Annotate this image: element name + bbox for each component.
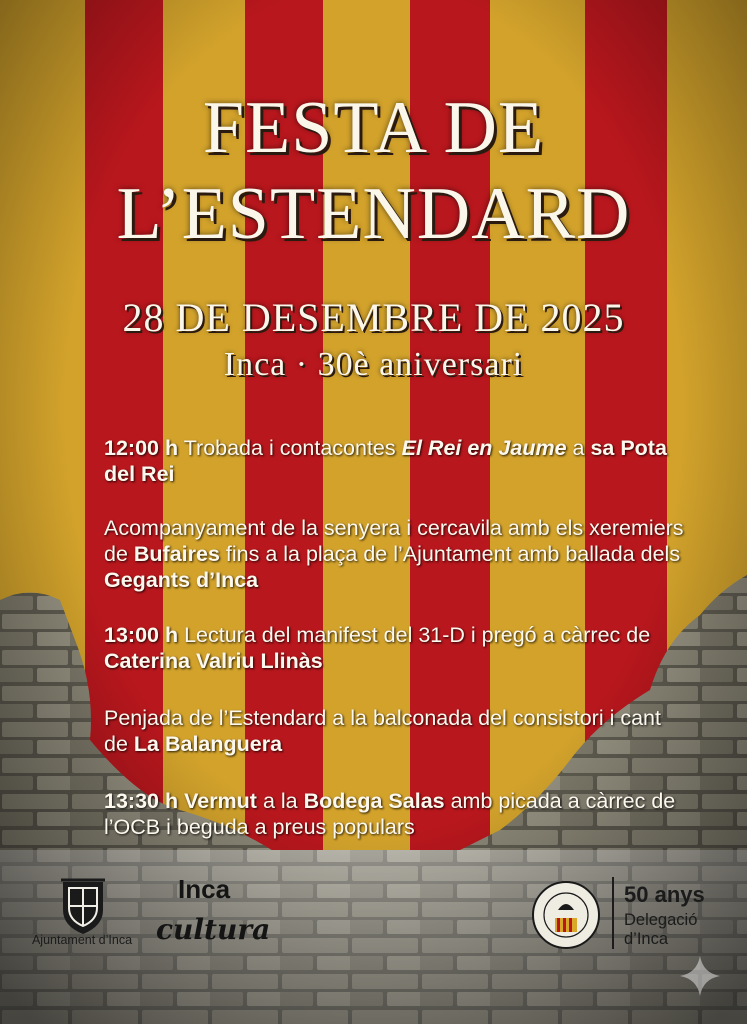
schedule-highlight: Vermut (178, 789, 257, 813)
event-date: 28 DE DESEMBRE DE 2025 (122, 295, 625, 340)
schedule-text: amb picada a càrrec de l’OCB i beguda a preus populars (104, 789, 676, 839)
inca-cultura-logo-word-1: Inca (178, 874, 231, 904)
schedule-text: fins a la plaça de l’Ajuntament amb ballada dels (219, 542, 681, 566)
schedule-text: Penjada de l’Estendard a la balconada del consistori i cant de (104, 706, 661, 756)
schedule-item (104, 788, 684, 840)
schedule-item (104, 622, 684, 674)
schedule-time: 13:30 h (104, 789, 179, 813)
schedule-emphasis: El Rei en Jaume (401, 436, 567, 460)
ocb-anniversary: 50 anys (624, 882, 705, 907)
schedule-text: Trobada i contacontes (178, 436, 402, 460)
schedule-text: a la (256, 789, 304, 813)
schedule-highlight: Gegants d’Inca (104, 568, 259, 592)
title-line-2: L’ESTENDARD (116, 173, 631, 255)
schedule-time: 13:00 h (104, 623, 179, 647)
ocb-divider (612, 877, 614, 949)
schedule-text: Lectura del manifest del 31-D i pregó a càrrec de (178, 623, 651, 647)
schedule-item (104, 515, 684, 593)
sparkle-icon (676, 952, 724, 1000)
ocb-delegation-line-2: d’Inca (624, 930, 669, 948)
schedule-highlight: La Balanguera (133, 732, 283, 756)
ocb-seal-icon (531, 880, 601, 950)
ocb-delegation-line-1: Delegació (624, 911, 698, 929)
title-line-1: FESTA DE (202, 87, 545, 169)
inca-cultura-logo-word-2: cultura (156, 913, 271, 946)
schedule-time: 12:00 h (104, 436, 179, 460)
schedule-text: Acompanyament de la senyera i cercavila amb els xeremiers de (104, 516, 684, 566)
schedule-item (104, 705, 684, 757)
schedule-highlight: sa Pota del Rei (104, 436, 667, 486)
schedule-highlight: Bodega Salas (303, 789, 445, 813)
schedule-highlight: Caterina Valriu Llinàs (104, 649, 323, 673)
schedule-text: a (566, 436, 591, 460)
schedule-item (104, 435, 684, 487)
ajuntament-label: Ajuntament d’Inca (31, 933, 133, 947)
schedule-highlight: Bufaires (133, 542, 220, 566)
subtitle: Inca · 30è aniversari (223, 346, 524, 383)
